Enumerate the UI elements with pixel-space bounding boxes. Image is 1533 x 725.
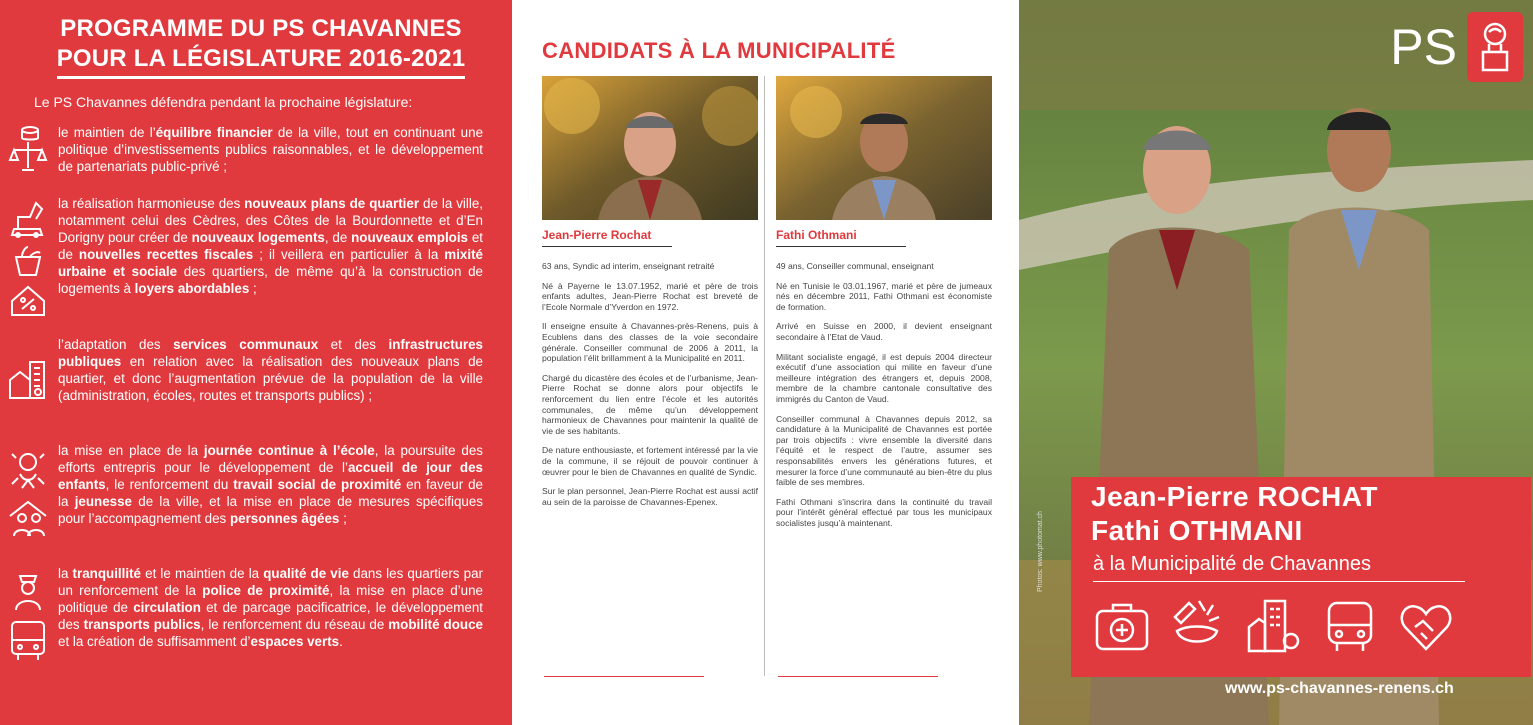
othmani-photo	[776, 76, 992, 220]
website-url: www.ps-chavannes-renens.ch	[1225, 680, 1454, 697]
photo-credit: Photos: www.photomat.ch	[1037, 511, 1044, 592]
program-item-school: la mise en place de la journée continue à l’école, la poursuite des efforts entrepris pour le développement de l’accueil de jour des enfants, le renforcement du travail social de proximité en faveur de la jeunesse de la ville, et la mise en place de mesures spécifiques pour l’accompagnement des personnes âgées ;	[58, 443, 483, 526]
city-buildings-icon	[8, 358, 52, 406]
mobility-icons	[8, 568, 52, 668]
family-icons	[8, 448, 52, 544]
bus-front-icon	[1321, 597, 1379, 655]
excavator-icon	[8, 195, 48, 239]
candidates-panel	[512, 0, 1019, 725]
column-divider	[764, 76, 765, 676]
program-item-plans: la réalisation harmonieuse des nouveaux plans de quartier de la ville, notamment celui des Cèdres, des Côtes de la Bourdonnette et d’En Dorigny pour créer de nouveaux logements, de nouveaux emplois et de nouvelles recettes fiscales ; il veillera en particulier à la mixité urbaine et sociale des quartiers, de même qu’à la construction de logements à loyers abordables ;	[58, 196, 484, 296]
program-item-services: l’adaptation des services communaux et des infrastructures publiques en relation avec la réalisation des nouveaux plans de quartier, et donc l’augmentation prévue de la population de la ville (administration, écoles, routes et transports publics) ;	[58, 337, 483, 403]
finance-icon	[8, 124, 52, 182]
othmani-para-5: Conseiller communal à Chavannes depuis 2012, sa candidature à la Municipalité de Chavannes est portée par trois objectifs : vivre ensemble la diversité dans l’équité et le respect de l’autre, assumer ses responsabilités envers les générations futures, et mesurer la force d’une communauté au bien-être du plus faible de ses membres.	[776, 413, 992, 488]
house-price-icon	[8, 283, 48, 319]
rochat-para-1: 63 ans, Syndic ad interim, enseignant retraité	[542, 261, 715, 271]
ps-logo	[1390, 12, 1523, 82]
othmani-para-2: Né en Tunisie le 03.01.1967, marié et père de jumeaux nés en décembre 2011, Fathi Othmani est économiste de formation.	[776, 280, 992, 312]
program-intro: Le PS Chavannes défendra pendant la prochaine législature:	[34, 94, 413, 110]
rose-fist-icon	[1467, 12, 1523, 82]
banner-name-1: Jean-Pierre ROCHAT	[1091, 481, 1379, 512]
othmani-bottom-rule	[778, 676, 938, 677]
buildings-icon	[1245, 597, 1303, 655]
program-title	[36, 14, 486, 79]
banner-rule	[1093, 581, 1465, 582]
cover-panel	[1019, 0, 1533, 725]
construction-icons	[8, 195, 52, 323]
banner-subtitle: à la Municipalité de Chavannes	[1093, 553, 1371, 575]
banner-name-2: Fathi OTHMANI	[1091, 515, 1303, 546]
seniors-icon	[8, 500, 48, 540]
program-item-quality: la tranquillité et le maintien de la qualité de vie dans les quartiers par un renforcement de la police de proximité, la mise en place d’une politique de circulation et de parcage pacificatrice, le développement des transports publics, le renforcement du réseau de mobilité douce et la création de suffisamment d’espaces verts.	[58, 566, 483, 649]
rochat-para-6: Sur le plan personnel, Jean-Pierre Rochat est aussi actif au sein de la paroisse de Chavannes-Epenex.	[542, 486, 758, 507]
ps-logo-text: PS	[1390, 19, 1457, 75]
child-icon	[8, 448, 48, 496]
tools-icon	[1169, 597, 1227, 655]
othmani-para-4: Militant socialiste engagé, il est depuis 2004 directeur exécutif d’une association qui milite en faveur d’une meilleure intégration des étrangers et, depuis 2008, membre de la chambre cantonale consultative des immigrés du Canton de Vaud.	[776, 351, 992, 404]
program-panel	[0, 0, 512, 725]
bus-icon	[8, 616, 48, 664]
program-title-line1: PROGRAMME DU PS CHAVANNES	[60, 15, 462, 42]
rochat-para-5: De nature enthousiaste, et fortement intéressé par la vie de la commune, il se réjouit de pouvoir continuer à œuvrer pour le bien de Chavannes en qualité de Syndic.	[542, 445, 758, 477]
rochat-name: Jean-Pierre Rochat	[542, 228, 672, 247]
medical-case-icon	[1093, 597, 1151, 655]
othmani-para-3: Arrivé en Suisse en 2000, il devient enseignant secondaire à l’Etat de Vaud.	[776, 321, 992, 342]
candidates-title: CANDIDATS À LA MUNICIPALITÉ	[542, 38, 896, 63]
rochat-para-3: Il enseigne ensuite à Chavannes-près-Renens, puis à Ecublens dans des classes de la voie secondaire générale. Conseiller communal de 2006 à 2011, la population l’élit brillamment à la Municipalité en 2011.	[542, 321, 758, 364]
candidates-banner	[1071, 477, 1531, 677]
program-item-finance: le maintien de l’équilibre financier de la ville, tout en continuant une politique d’investissements publics raisonnables, et le développement de partenariats public-privé ;	[58, 125, 484, 174]
vegetables-icon	[8, 243, 48, 279]
rochat-para-4: Chargé du dicastère des écoles et de l’urbanisme, Jean-Pierre Rochat se donne alors pour objectifs le renforcement du lien entre l’école et les autorités communales, de même qu’un développement harmonieux de Chavannes pour maintenir la qualité de vie de ses habitants.	[542, 372, 758, 436]
heart-handshake-icon	[1397, 597, 1455, 655]
police-icon	[8, 568, 48, 612]
rochat-para-2: Né à Payerne le 13.07.1952, marié et père de trois enfants adultes, Jean-Pierre Rochat est breveté de l’Ecole Normale d’Yverdon en 1972.	[542, 280, 758, 312]
candidate-rochat	[542, 76, 758, 507]
candidate-othmani	[776, 76, 992, 528]
banner-icons	[1093, 597, 1455, 655]
othmani-name: Fathi Othmani	[776, 228, 906, 247]
othmani-para-1: 49 ans, Conseiller communal, enseignant	[776, 261, 934, 271]
othmani-para-6: Fathi Othmani s’inscrira dans la continuité du travail pour l’intérêt général effectué par tous les municipaux socialistes jusqu’à maintenant.	[776, 496, 992, 528]
rochat-bottom-rule	[544, 676, 704, 677]
rochat-photo	[542, 76, 758, 220]
program-title-line2: POUR LA LÉGISLATURE 2016-2021	[57, 44, 466, 79]
